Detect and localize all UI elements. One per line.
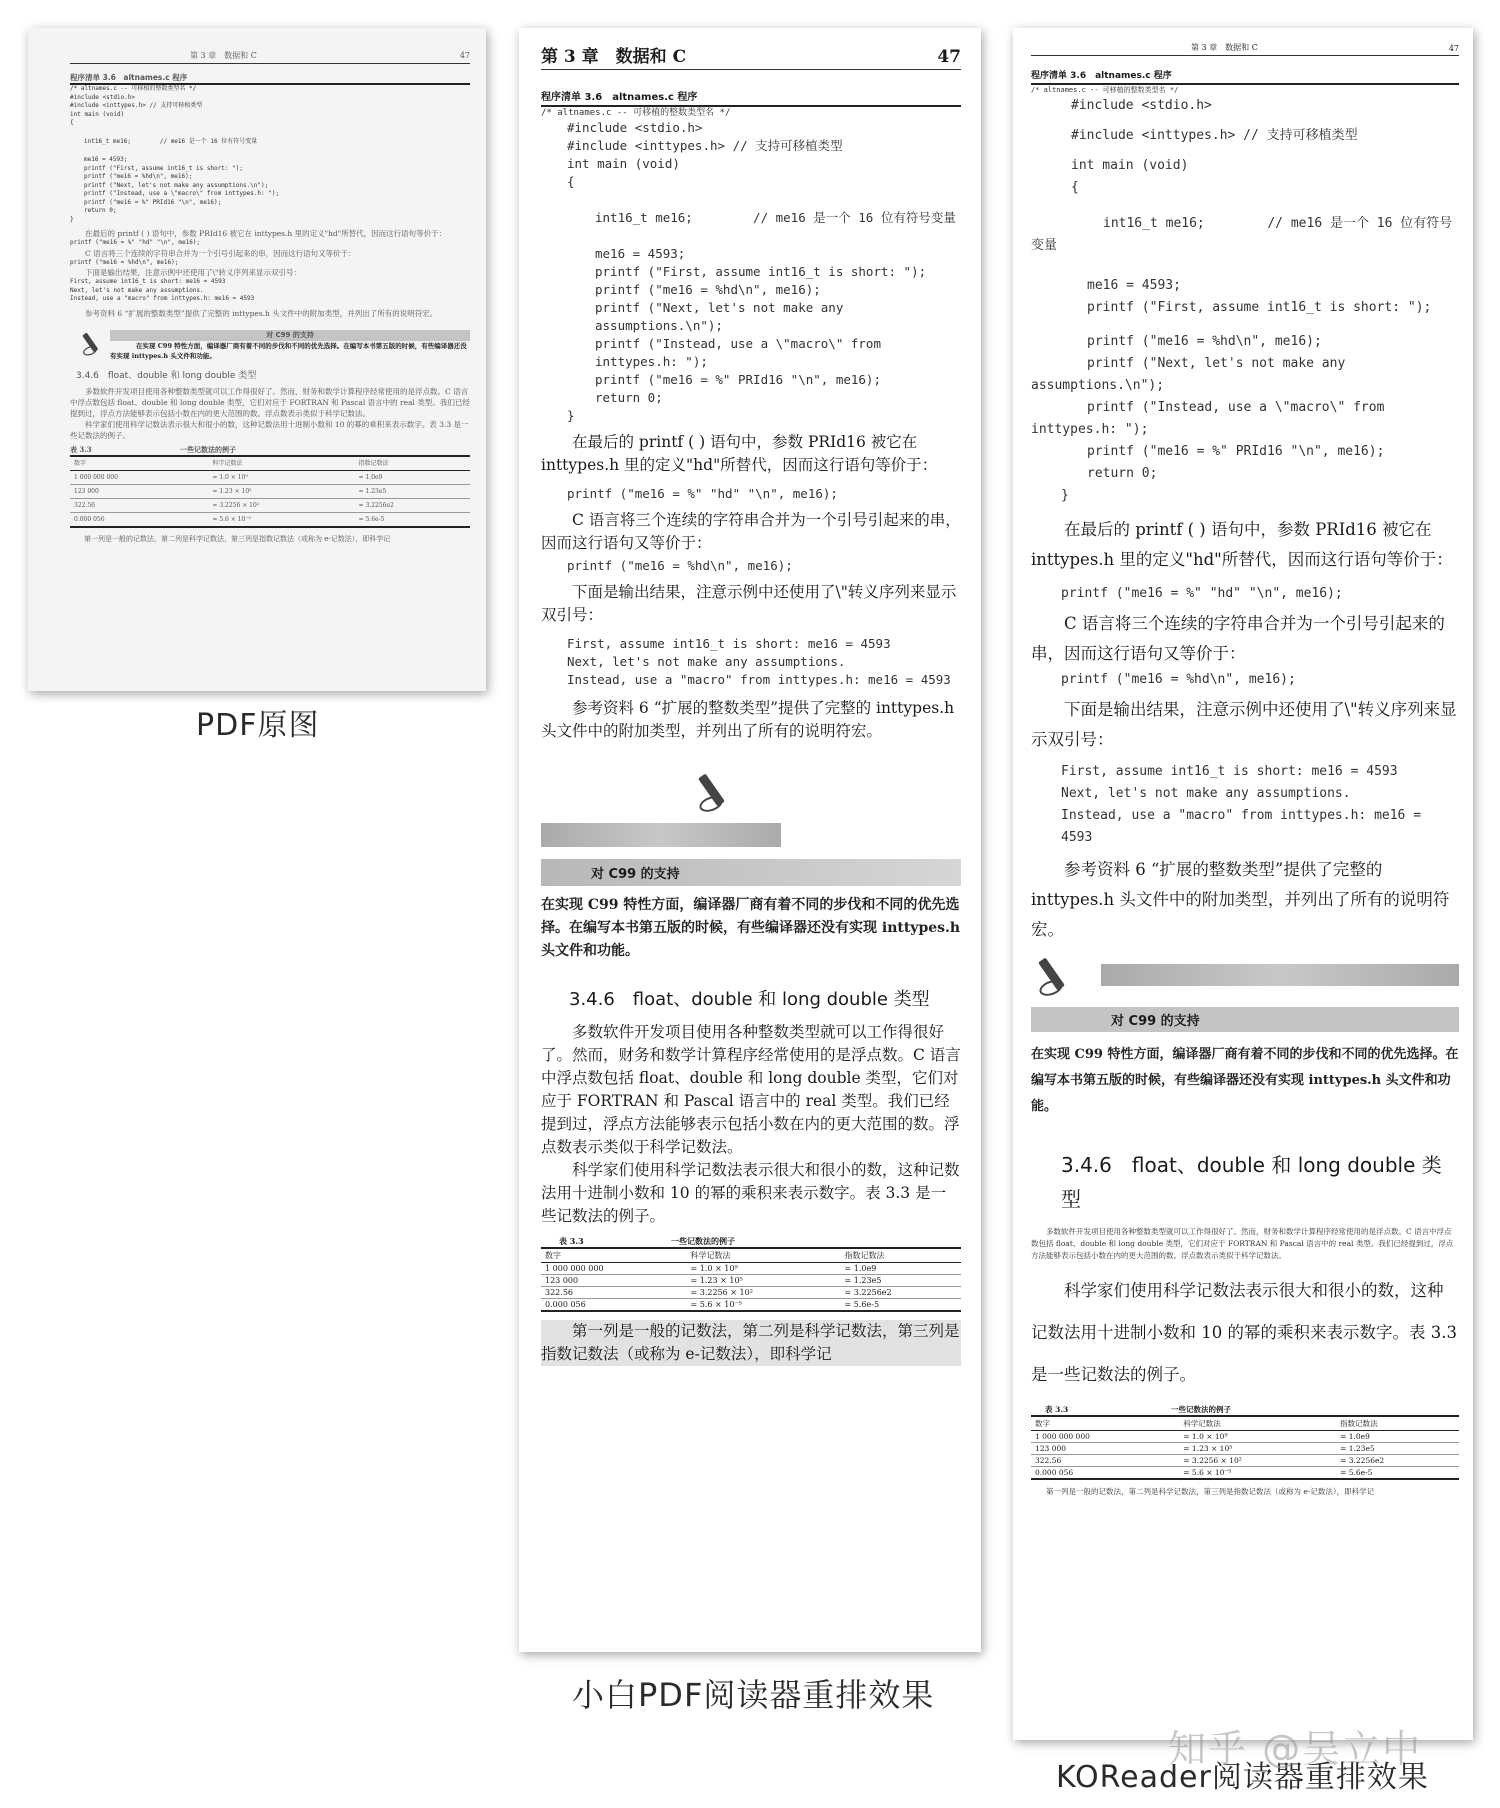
tip-bar: [541, 823, 781, 847]
output-line: Next, let's not make any assumptions.: [1061, 786, 1351, 801]
code-line: /* altnames.c -- 可移植的整数类型名 */: [541, 108, 731, 118]
code-line: int main (void): [70, 110, 125, 118]
paragraph: C 语言将三个连续的字符串合并为一个引号引起来的串，因而这行语句又等价于：: [541, 511, 961, 552]
paragraph: 第一列是一般的记数法，第二列是科学记数法，第三列是指数记数法（或称为 e-记数法），即科学记: [1046, 1487, 1375, 1496]
code-line: me16 = 4593;: [1087, 278, 1181, 293]
code-line: printf ("me16 = %" "hd" "\n", me16);: [70, 239, 201, 246]
output-line: First, assume int16_t is short: me16 = 4593: [567, 636, 891, 651]
code-line: }: [1061, 488, 1069, 503]
output-line: Instead, use a "macro" from inttypes.h: me16 = 4593: [567, 672, 951, 687]
code-line: #include <inttypes.h> // 支持可移植类型: [70, 102, 203, 109]
page-header: [1031, 42, 1459, 56]
paragraph: 科学家们使用科学记数法表示很大和很小的数，这种记数法用十进制小数和 10 的幂的乘积来表示数字。表 3.3 是一些记数法的例子。: [70, 419, 469, 440]
table-row: 1 000 000 000 = 1.0 × 10⁹ = 1.0e9: [541, 1263, 961, 1275]
notation-table: [1031, 1415, 1459, 1480]
table-title: 一些记数法的例子: [1171, 1405, 1231, 1414]
table-header: 科学记数法: [687, 1248, 841, 1263]
table-header: 指数记数法: [841, 1248, 961, 1263]
caption-original: PDF原图: [196, 708, 320, 743]
table-row: 123 000 = 1.23 × 10⁵ = 1.23e5: [70, 484, 470, 498]
code-line: printf ("me16 = %hd\n", me16);: [1087, 334, 1322, 349]
code-line: printf ("Next, let's not make any assumptions.\n");: [595, 300, 851, 333]
output-line: First, assume int16_t is short: me16 = 4593: [1061, 764, 1398, 779]
code-line: me16 = 4593;: [84, 156, 128, 163]
code-line: printf ("me16 = %" PRId16 "\n", me16);: [84, 198, 222, 206]
table-row: 0.000 056 = 5.6 × 10⁻⁵ = 5.6e-5: [70, 512, 470, 527]
code-line: {: [70, 119, 74, 126]
table-header: 指数记数法: [355, 456, 470, 471]
tip-bar: [1101, 964, 1459, 986]
code-line: int16_t me16; // me16 是一个 16 位有符号变量: [595, 210, 956, 225]
listing-title: 程序清单 3.6 altnames.c 程序: [1031, 68, 1459, 85]
table-row: 322.56 = 3.2256 × 10² = 3.2256e2: [541, 1287, 961, 1299]
code-line: printf ("Instead, use a \"macro\" from inttypes.h: ");: [1031, 400, 1393, 437]
code-line: printf ("me16 = %hd\n", me16);: [84, 173, 193, 180]
section-heading: 3.4.6 float、double 和 long double 类型: [76, 370, 257, 381]
table-row: 322.56 = 3.2256 × 10² = 3.2256e2: [1031, 1455, 1459, 1467]
page-number: 47: [459, 51, 470, 60]
table-row: 123 000 = 1.23 × 10⁵ = 1.23e5: [541, 1275, 961, 1287]
paragraph: 多数软件开发项目使用各种整数类型就可以工作得很好了。然而，财务和数学计算程序经常使用的是浮点数。C 语言中浮点数包括 float、double 和 long double 类型，它们对应于 FORTRAN 和 Pascal 语言中的 real 类型。我们已经提到过，浮点方法能够表示包括小数在内的更大范围的数。浮点数表示类似于科学记数法。: [1031, 1227, 1454, 1260]
output-line: First, assume int16_t is short: me16 = 4593: [70, 278, 226, 285]
page-header: [541, 42, 961, 70]
table-label: 表 3.3: [1045, 1405, 1069, 1414]
tip-body: 在实现 C99 特性方面，编译器厂商有着不同的步伐和不同的优先选择。在编写本书第五版的时候，有些编译器还没有实现 inttypes.h 头文件和功能。: [541, 897, 961, 959]
table-label: 表 3.3: [559, 1236, 584, 1246]
code-line: printf ("me16 = %" PRId16 "\n", me16);: [1087, 444, 1385, 459]
table-header: 科学记数法: [208, 456, 354, 471]
xiaobai-reflow-page: [519, 28, 981, 1652]
page-header: [70, 50, 470, 64]
code-line: printf ("me16 = %hd\n", me16);: [567, 558, 793, 573]
code-line: printf ("me16 = %hd\n", me16);: [1061, 672, 1296, 687]
paragraph: 多数软件开发项目使用各种整数类型就可以工作得很好了。然而，财务和数学计算程序经常使用的是浮点数。C 语言中浮点数包括 float、double 和 long double 类型，它们对应于 FORTRAN 和 Pascal 语言中的 real 类型。我们已经提到过，浮点方法能够表示包括小数在内的更大范围的数。浮点数表示类似于科学记数法。: [70, 386, 470, 418]
paragraph: C 语言将三个连续的字符串合并为一个引号引起来的串，因而这行语句又等价于：: [85, 248, 356, 258]
output-line: Instead, use a "macro" from inttypes.h: me16 = 4593: [1061, 808, 1429, 845]
pen-icon: [78, 331, 102, 355]
code-line: {: [1071, 180, 1079, 195]
code-line: return 0;: [1087, 466, 1158, 481]
code-line: }: [70, 215, 74, 223]
chapter-title: 第 3 章 数据和 C: [1191, 43, 1258, 52]
paragraph: 科学家们使用科学记数法表示很大和很小的数，这种记数法用十进制小数和 10 的幂的乘积来表示数字。表 3.3 是一些记数法的例子。: [541, 1161, 960, 1225]
tip-body: 在实现 C99 特性方面，编译器厂商有着不同的步伐和不同的优先选择。在编写本书第五版的时候，有些编译器还没有实现 inttypes.h 头文件和功能。: [1031, 1047, 1459, 1114]
chapter-title: 第 3 章 数据和 C: [541, 47, 687, 67]
code-line: printf ("Next, let's not make any assumptions.\n");: [84, 181, 269, 189]
code-line: }: [567, 408, 575, 423]
code-line: return 0;: [595, 390, 663, 405]
paragraph: 在最后的 printf ( ) 语句中，参数 PRId16 被它在 inttypes.h 里的定义"hd"所替代，因而这行语句等价于：: [1031, 520, 1453, 569]
table-row: 322.56 = 3.2256 × 10² = 3.2256e2: [70, 498, 470, 512]
caption-xiaobai: 小白PDF阅读器重排效果: [572, 1676, 935, 1714]
code-line: printf ("Instead, use a \"macro\" from inttypes.h: ");: [595, 336, 889, 369]
table-title: 一些记数法的例子: [180, 444, 236, 454]
code-line: int16_t me16; // me16 是一个 16 位有符号变量: [84, 137, 258, 145]
original-pdf-page: [28, 28, 486, 691]
code-line: /* altnames.c -- 可移植的整数类型名 */: [1031, 86, 1179, 94]
page-number: 47: [1448, 44, 1459, 53]
paragraph: 参考资料 6 “扩展的整数类型”提供了完整的 inttypes.h 头文件中的附加类型，并列出了所有的说明符宏。: [1031, 860, 1450, 939]
code-line: me16 = 4593;: [595, 246, 686, 261]
output-line: Next, let's not make any assumptions.: [70, 286, 204, 294]
output-line: Instead, use a "macro" from inttypes.h: me16 = 4593: [70, 295, 255, 302]
table-row: 0.000 056 = 5.6 × 10⁻⁵ = 5.6e-5: [1031, 1467, 1459, 1480]
paragraph: 多数软件开发项目使用各种整数类型就可以工作得很好了。然而，财务和数学计算程序经常使用的是浮点数。C 语言中浮点数包括 float、double 和 long double 类型，它们对应于 FORTRAN 和 Pascal 语言中的 real 类型。我们已经提到过，浮点方法能够表示包括小数在内的更大范围的数。浮点数表示类似于科学记数法。: [541, 1023, 961, 1156]
code-line: printf ("me16 = %hd\n", me16);: [70, 258, 179, 266]
listing-title: 程序清单 3.6 altnames.c 程序: [70, 72, 470, 85]
code-line: printf ("First, assume int16_t is short: ");: [595, 264, 927, 279]
code-line: printf ("me16 = %hd\n", me16);: [595, 282, 821, 297]
tip-body: 在实现 C99 特性方面，编译器厂商有着不同的步伐和不同的优先选择。在编写本书第五版的时候，有些编译器还没有实现 inttypes.h 头文件和功能。: [110, 342, 467, 360]
code-line: {: [567, 174, 575, 189]
paragraph: 参考资料 6 “扩展的整数类型”提供了完整的 inttypes.h 头文件中的附加类型，并列出了所有的说明符宏。: [85, 308, 438, 318]
chapter-title: 第 3 章 数据和 C: [190, 51, 257, 60]
tip-title: 对 C99 的支持: [110, 330, 470, 341]
code-line: printf ("me16 = %" "hd" "\n", me16);: [567, 486, 838, 501]
table-row: 1 000 000 000 = 1.0 × 10⁹ = 1.0e9: [1031, 1431, 1459, 1443]
code-line: #include <inttypes.h> // 支持可移植类型: [567, 138, 843, 153]
pen-icon: [1031, 955, 1071, 995]
table-row: 1 000 000 000 = 1.0 × 10⁹ = 1.0e9: [70, 470, 470, 484]
paragraph: 在最后的 printf ( ) 语句中，参数 PRId16 被它在 inttypes.h 里的定义"hd"所替代，因而这行语句等价于：: [541, 433, 938, 474]
output-line: Next, let's not make any assumptions.: [567, 654, 846, 669]
paragraph: 第一列是一般的记数法，第二列是科学记数法，第三列是指数记数法（或称为 e-记数法），即科学记: [541, 1320, 961, 1366]
code-line: /* altnames.c -- 可移植的整数类型名 */: [70, 85, 197, 92]
notation-table: [541, 1247, 961, 1312]
table-row: 123 000 = 1.23 × 10⁵ = 1.23e5: [1031, 1443, 1459, 1455]
code-line: #include <stdio.h>: [70, 93, 136, 101]
section-heading: 3.4.6 float、double 和 long double 类型: [1061, 1153, 1442, 1211]
paragraph: 参考资料 6 “扩展的整数类型”提供了完整的 inttypes.h 头文件中的附加类型，并列出了所有的说明符宏。: [541, 699, 955, 740]
code-line: printf ("Instead, use a \"macro\" from inttypes.h: ");: [84, 190, 280, 197]
paragraph: 第一列是一般的记数法，第二列是科学记数法，第三列是指数记数法（或称为 e-记数法），即科学记: [84, 534, 391, 543]
pen-icon: [691, 771, 731, 811]
code-line: #include <stdio.h>: [567, 120, 703, 135]
code-line: int16_t me16; // me16 是一个 16 位有符号变量: [1031, 216, 1453, 253]
koreader-reflow-page: [1013, 28, 1473, 1740]
watermark: 知乎 @吴立中: [1168, 1727, 1423, 1771]
table-title: 一些记数法的例子: [671, 1236, 735, 1246]
table-header: 数字: [1031, 1416, 1179, 1431]
code-line: printf ("First, assume int16_t is short: ");: [84, 164, 243, 172]
code-line: printf ("me16 = %" "hd" "\n", me16);: [1061, 586, 1343, 601]
code-line: printf ("Next, let's not make any assumptions.\n");: [1031, 356, 1354, 393]
section-heading: 3.4.6 float、double 和 long double 类型: [569, 989, 930, 1010]
paragraph: C 语言将三个连续的字符串合并为一个引号引起来的串，因而这行语句又等价于：: [1031, 614, 1445, 663]
paragraph: 下面是输出结果，注意示例中还使用了\"转义序列来显示双引号：: [1031, 700, 1457, 749]
code-line: printf ("me16 = %" PRId16 "\n", me16);: [595, 372, 881, 387]
table-row: 0.000 056 = 5.6 × 10⁻⁵ = 5.6e-5: [541, 1299, 961, 1312]
table-header: 数字: [541, 1248, 687, 1263]
paragraph: 在最后的 printf ( ) 语句中，参数 PRId16 被它在 inttypes.h 里的定义"hd"所替代，因而这行语句等价于：: [85, 229, 447, 238]
code-line: #include <stdio.h>: [1071, 98, 1212, 113]
tip-title: 对 C99 的支持: [541, 859, 961, 886]
listing-title: 程序清单 3.6 altnames.c 程序: [541, 88, 961, 107]
table-header: 指数记数法: [1336, 1416, 1459, 1431]
table-header: 科学记数法: [1179, 1416, 1336, 1431]
page-number: 47: [937, 47, 961, 67]
code-line: int main (void): [567, 156, 680, 171]
code-line: int main (void): [1071, 158, 1189, 173]
code-line: printf ("First, assume int16_t is short: ");: [1087, 300, 1432, 315]
paragraph: 下面是输出结果，注意示例中还使用了\"转义序列来显示双引号：: [541, 583, 957, 624]
table-header: 数字: [70, 456, 208, 471]
table-label: 表 3.3: [70, 444, 92, 454]
code-line: #include <inttypes.h> // 支持可移植类型: [1071, 128, 1358, 143]
caption-koreader: KOReader阅读器重排效果: [1056, 1760, 1429, 1795]
paragraph: 科学家们使用科学记数法表示很大和很小的数，这种记数法用十进制小数和 10 的幂的乘积来表示数字。表 3.3 是一些记数法的例子。: [1031, 1281, 1457, 1384]
code-line: return 0;: [84, 207, 117, 214]
notation-table: [70, 455, 470, 528]
tip-title: 对 C99 的支持: [1031, 1007, 1459, 1032]
paragraph: 下面是输出结果，注意示例中还使用了\"转义序列来显示双引号：: [85, 268, 301, 277]
